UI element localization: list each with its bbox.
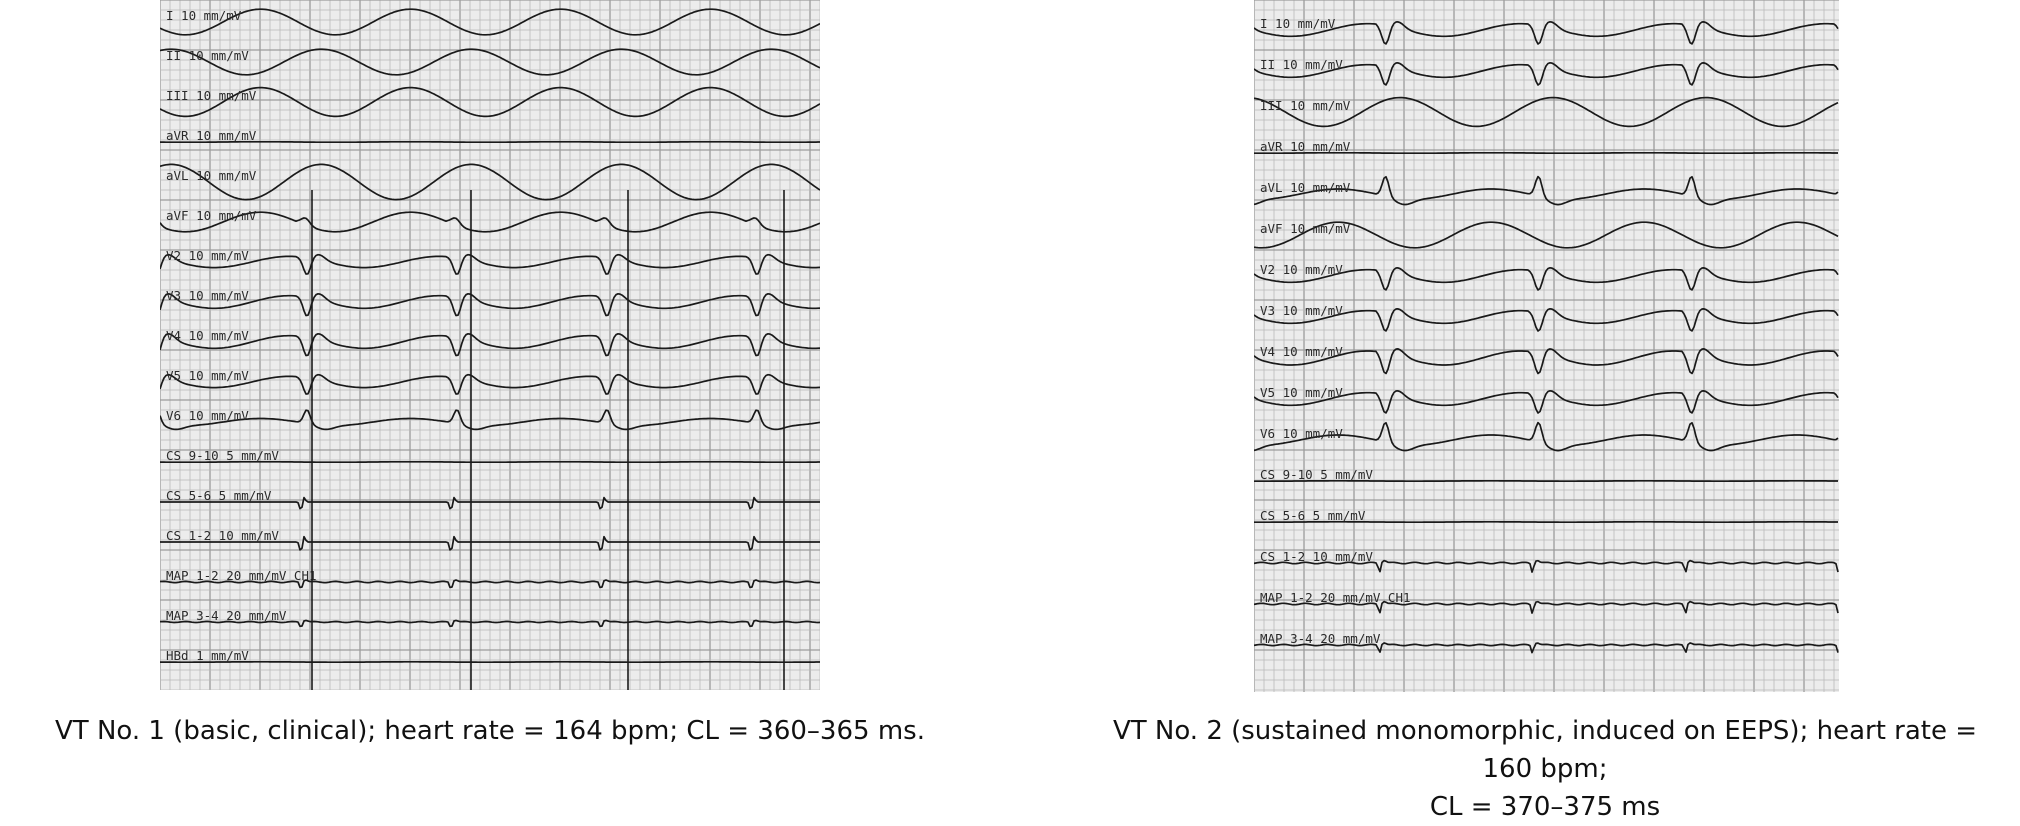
lead-label-ii-10-mm-mv: II 10 mm/mV xyxy=(166,48,249,63)
lead-label-iii-10-mm-mv: III 10 mm/mV xyxy=(166,88,257,103)
lead-label-v3-10-mm-mv: V3 10 mm/mV xyxy=(166,288,249,303)
caption-vt2-line1: VT No. 2 (sustained monomorphic, induced on EEPS); heart rate = 160 bpm; xyxy=(1085,712,2005,788)
lead-label-v3-10-mm-mv: V3 10 mm/mV xyxy=(1260,303,1343,318)
lead-label-v5-10-mm-mv: V5 10 mm/mV xyxy=(166,368,249,383)
lead-label-i-10-mm-mv: I 10 mm/mV xyxy=(166,8,242,23)
lead-label-avr-10-mm-mv: aVR 10 mm/mV xyxy=(166,128,257,143)
lead-label-avr-10-mm-mv: aVR 10 mm/mV xyxy=(1260,139,1351,154)
lead-label-hbd-1-mm-mv: HBd 1 mm/mV xyxy=(166,648,249,663)
lead-label-v6-10-mm-mv: V6 10 mm/mV xyxy=(166,408,249,423)
lead-label-cs-1-2-10-mm-mv: CS 1-2 10 mm/mV xyxy=(1260,549,1373,564)
lead-label-map-1-2-20-mm-mv-ch1: MAP 1-2 20 mm/mV CH1 xyxy=(166,568,317,583)
lead-label-v2-10-mm-mv: V2 10 mm/mV xyxy=(166,248,249,263)
caption-vt1 xyxy=(40,712,940,750)
lead-label-v6-10-mm-mv: V6 10 mm/mV xyxy=(1260,426,1343,441)
ecg-strip-vt2 xyxy=(1254,0,1839,692)
lead-label-map-3-4-20-mm-mv: MAP 3-4 20 mm/mV xyxy=(166,608,287,623)
lead-label-avl-10-mm-mv: aVL 10 mm/mV xyxy=(166,168,257,183)
lead-label-map-1-2-20-mm-mv-ch1: MAP 1-2 20 mm/mV CH1 xyxy=(1260,590,1411,605)
caption-vt1-text: VT No. 1 (basic, clinical); heart rate = 164 bpm; CL = 360–365 ms. xyxy=(40,712,940,750)
ecg-strip-vt2-graphic xyxy=(1254,0,1839,692)
lead-label-cs-1-2-10-mm-mv: CS 1-2 10 mm/mV xyxy=(166,528,279,543)
lead-label-cs-5-6-5-mm-mv: CS 5-6 5 mm/mV xyxy=(1260,508,1366,523)
caption-vt2 xyxy=(1085,712,2005,826)
lead-label-avf-10-mm-mv: aVF 10 mm/mV xyxy=(166,208,257,223)
ecg-strip-vt1 xyxy=(160,0,820,690)
lead-label-v2-10-mm-mv: V2 10 mm/mV xyxy=(1260,262,1343,277)
ecg-strip-vt1-graphic xyxy=(160,0,820,690)
lead-label-cs-9-10-5-mm-mv: CS 9-10 5 mm/mV xyxy=(166,448,279,463)
lead-label-i-10-mm-mv: I 10 mm/mV xyxy=(1260,16,1336,31)
lead-label-map-3-4-20-mm-mv: MAP 3-4 20 mm/mV xyxy=(1260,631,1381,646)
lead-label-ii-10-mm-mv: II 10 mm/mV xyxy=(1260,57,1343,72)
lead-label-avl-10-mm-mv: aVL 10 mm/mV xyxy=(1260,180,1351,195)
lead-label-iii-10-mm-mv: III 10 mm/mV xyxy=(1260,98,1351,113)
lead-label-v5-10-mm-mv: V5 10 mm/mV xyxy=(1260,385,1343,400)
lead-label-v4-10-mm-mv: V4 10 mm/mV xyxy=(166,328,249,343)
lead-label-v4-10-mm-mv: V4 10 mm/mV xyxy=(1260,344,1343,359)
caption-vt2-line2: CL = 370–375 ms xyxy=(1085,788,2005,826)
lead-label-avf-10-mm-mv: aVF 10 mm/mV xyxy=(1260,221,1351,236)
lead-label-cs-5-6-5-mm-mv: CS 5-6 5 mm/mV xyxy=(166,488,272,503)
lead-label-cs-9-10-5-mm-mv: CS 9-10 5 mm/mV xyxy=(1260,467,1373,482)
